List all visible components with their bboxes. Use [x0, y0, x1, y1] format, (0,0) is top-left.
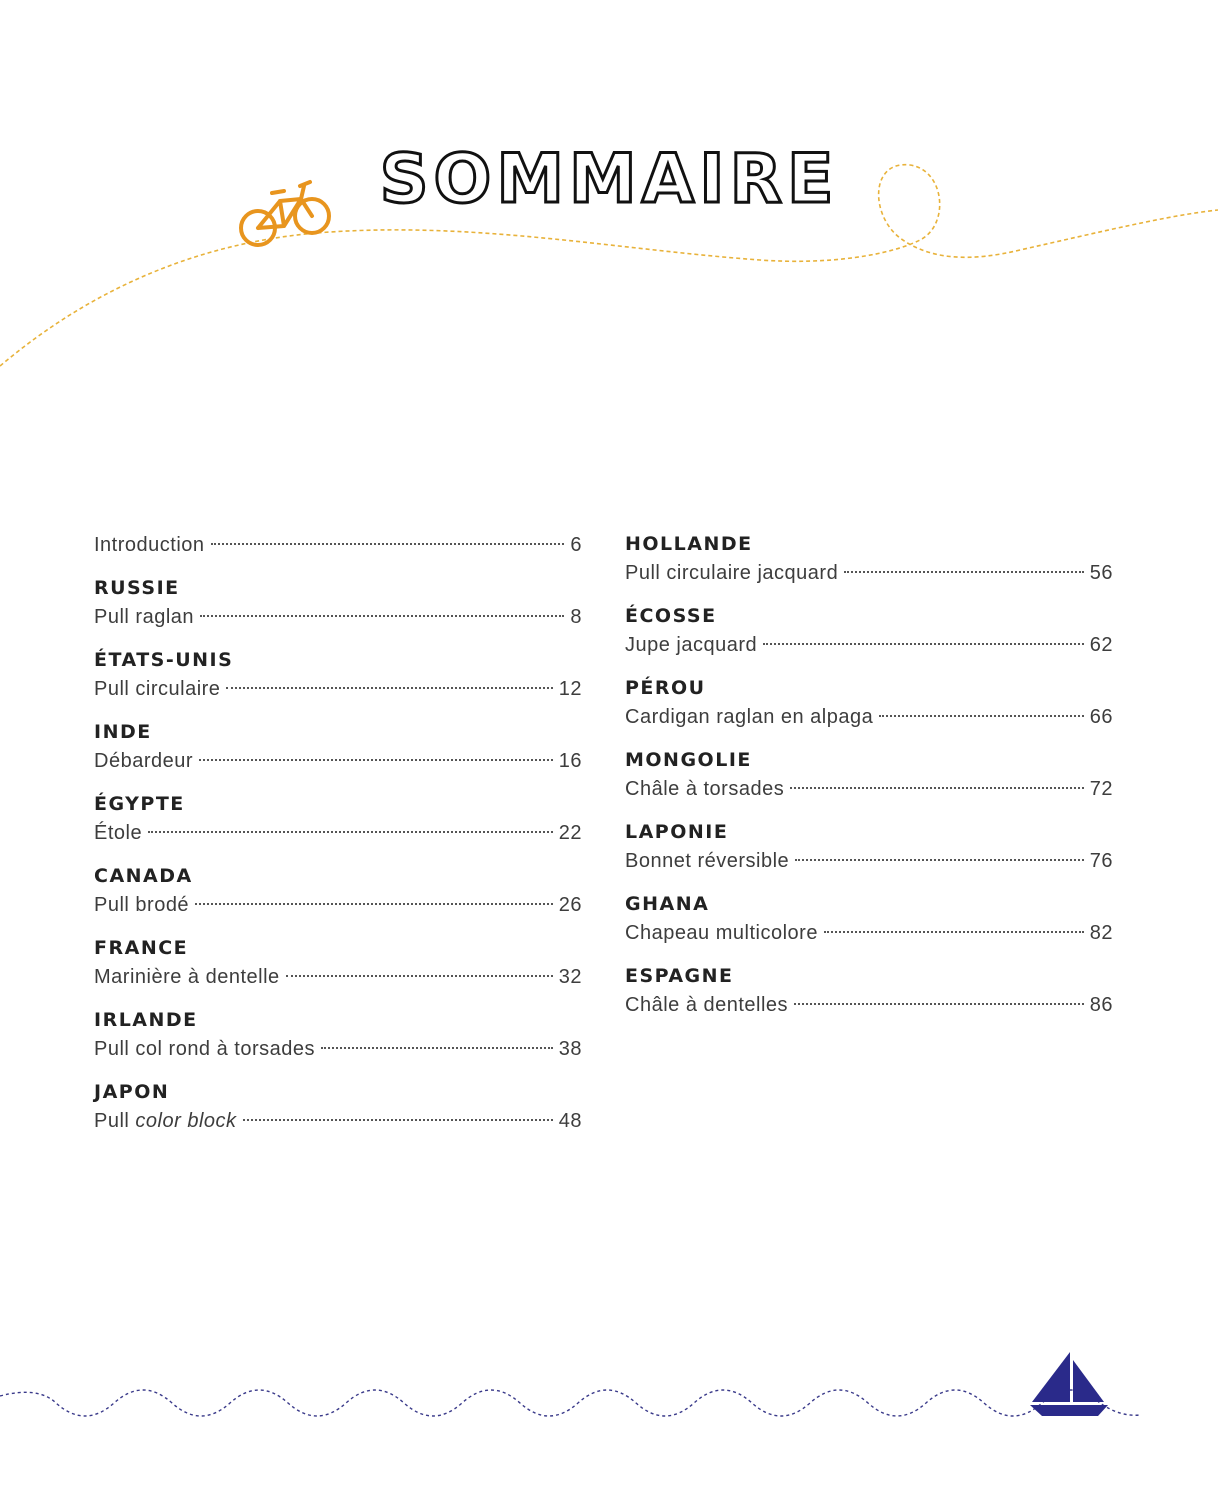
entry-label: Pull circulaire jacquard — [625, 562, 839, 584]
dot-leader — [200, 615, 564, 617]
country-heading: CANADA — [94, 865, 193, 887]
dot-leader — [763, 643, 1084, 645]
toc-entry[interactable] — [625, 890, 1113, 948]
toc-left-column — [94, 530, 582, 1150]
country-heading: MONGOLIE — [625, 749, 752, 771]
dot-leader — [321, 1047, 553, 1049]
entry-label: Pull brodé — [94, 894, 190, 916]
entry-label: Introduction — [94, 534, 205, 556]
toc-entry[interactable] — [94, 1006, 582, 1064]
toc-entry[interactable] — [625, 602, 1113, 660]
page-number: 66 — [1089, 706, 1113, 728]
entry-label: Pull circulaire — [94, 678, 221, 700]
dot-leader — [226, 687, 552, 689]
entry-label: Pull col rond à torsades — [94, 1038, 316, 1060]
toc-entry[interactable] — [625, 818, 1113, 876]
toc-entry[interactable] — [94, 862, 582, 920]
entry-label: Chapeau multicolore — [625, 922, 818, 944]
country-heading: RUSSIE — [94, 577, 180, 599]
country-heading: ESPAGNE — [625, 965, 734, 987]
toc-entry[interactable] — [94, 934, 582, 992]
entry-label-italic: color block — [135, 1110, 237, 1132]
page-number: 26 — [558, 894, 582, 916]
country-heading: ÉGYPTE — [94, 793, 185, 815]
toc-entry[interactable] — [94, 718, 582, 776]
toc-entry[interactable] — [625, 746, 1113, 804]
dot-leader — [879, 715, 1084, 717]
entry-label: Pull raglan — [94, 606, 195, 628]
dot-leader — [199, 759, 553, 761]
dot-leader — [286, 975, 553, 977]
entry-label: Pull color block — [94, 1110, 237, 1132]
entry-label: Débardeur — [94, 750, 194, 772]
page-number: 12 — [558, 678, 582, 700]
page-number: 8 — [570, 606, 582, 628]
sailboat-icon — [1030, 1352, 1108, 1416]
page-number: 72 — [1089, 778, 1113, 800]
country-heading: IRLANDE — [94, 1009, 198, 1031]
page-number: 6 — [570, 534, 582, 556]
entry-label: Châle à dentelles — [625, 994, 789, 1016]
dot-leader — [148, 831, 553, 833]
page-number: 62 — [1089, 634, 1113, 656]
entry-label: Étole — [94, 822, 143, 844]
toc-entry[interactable] — [625, 530, 1113, 588]
page-number: 56 — [1089, 562, 1113, 584]
toc-entry-intro[interactable] — [94, 530, 582, 560]
toc-entry[interactable] — [625, 962, 1113, 1020]
page-title: SOMMAIRE — [379, 140, 839, 219]
country-heading: ÉCOSSE — [625, 605, 717, 627]
toc-entry[interactable] — [94, 790, 582, 848]
toc-entry[interactable] — [94, 574, 582, 632]
page-number: 48 — [558, 1110, 582, 1132]
entry-label: Cardigan raglan en alpaga — [625, 706, 874, 728]
page-number: 82 — [1089, 922, 1113, 944]
country-heading: LAPONIE — [625, 821, 729, 843]
toc-entry[interactable] — [94, 646, 582, 704]
page-number: 22 — [558, 822, 582, 844]
dot-leader — [790, 787, 1084, 789]
page-number: 86 — [1089, 994, 1113, 1016]
dot-leader — [195, 903, 553, 905]
dashed-wave-bottom — [0, 1390, 1140, 1416]
dot-leader — [824, 931, 1084, 933]
dot-leader — [795, 859, 1084, 861]
country-heading: HOLLANDE — [625, 533, 753, 555]
toc-right-column — [625, 530, 1113, 1034]
dot-leader — [211, 543, 565, 545]
page-number: 38 — [558, 1038, 582, 1060]
dot-leader — [243, 1119, 553, 1121]
country-heading: FRANCE — [94, 937, 189, 959]
country-heading: ÉTATS-UNIS — [94, 649, 234, 671]
entry-label: Bonnet réversible — [625, 850, 790, 872]
country-heading: JAPON — [94, 1081, 170, 1103]
entry-label: Marinière à dentelle — [94, 966, 280, 988]
toc-entry[interactable] — [94, 1078, 582, 1136]
dot-leader — [794, 1003, 1084, 1005]
country-heading: GHANA — [625, 893, 710, 915]
page-number: 76 — [1089, 850, 1113, 872]
toc-entry[interactable] — [625, 674, 1113, 732]
dot-leader — [844, 571, 1084, 573]
entry-label: Châle à torsades — [625, 778, 785, 800]
country-heading: PÉROU — [625, 677, 706, 699]
entry-label: Jupe jacquard — [625, 634, 758, 656]
page-number: 16 — [558, 750, 582, 772]
page-number: 32 — [558, 966, 582, 988]
country-heading: INDE — [94, 721, 152, 743]
